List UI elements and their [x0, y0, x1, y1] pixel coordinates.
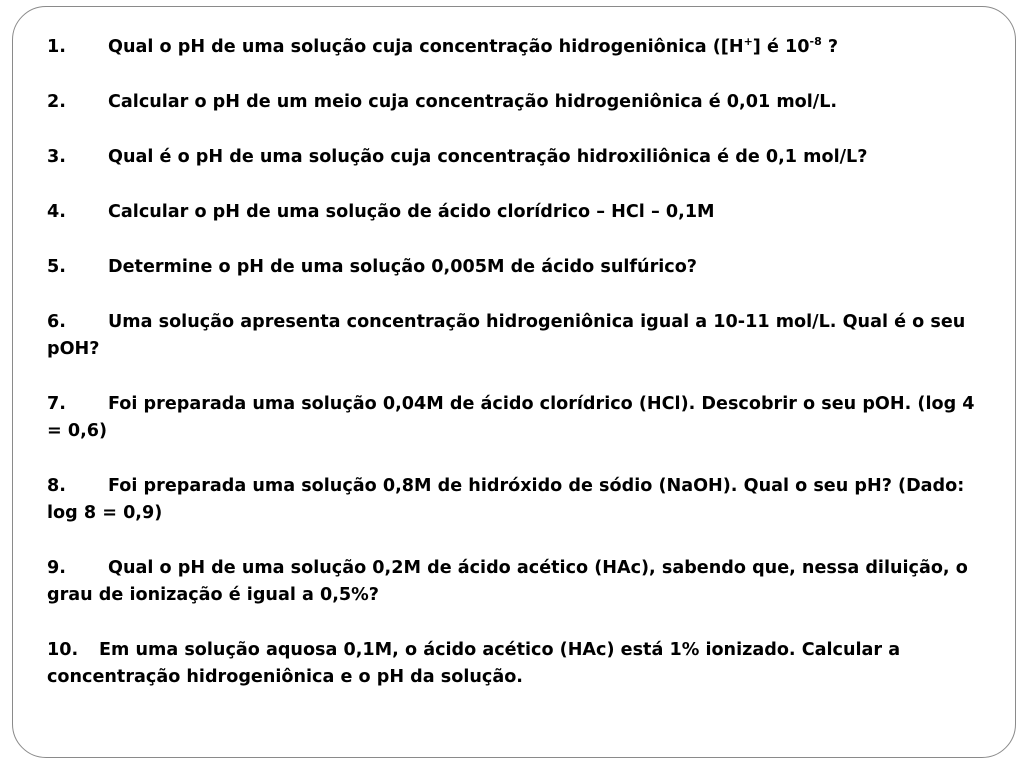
question-item-3 [47, 144, 982, 171]
question-item-2 [47, 89, 982, 116]
superscript-exponent: -8 [809, 35, 822, 48]
question-number: 8. [47, 476, 66, 496]
question-item-6 [47, 309, 982, 363]
question-text: Calcular o pH de um meio cuja concentração hidrogeniônica é 0,01 mol/L. [108, 92, 838, 112]
question-text: Foi preparada uma solução 0,04M de ácido clorídrico (HCl). Descobrir o seu pOH. (log 4 = 0,6) [47, 394, 975, 441]
question-list [47, 34, 982, 719]
question-number: 5. [47, 257, 66, 277]
question-text-part: ? [821, 37, 839, 57]
question-text: Foi preparada uma solução 0,8M de hidróxido de sódio (NaOH). Qual o seu pH? (Dado: log 8 = 0,9) [47, 476, 965, 523]
question-item-4 [47, 199, 982, 226]
question-text: Uma solução apresenta concentração hidrogeniônica igual a 10-11 mol/L. Qual é o seu pOH? [47, 312, 966, 359]
question-number: 9. [47, 558, 66, 578]
question-number: 6. [47, 312, 66, 332]
question-item-8 [47, 473, 982, 527]
question-item-10 [47, 637, 982, 691]
question-text-part: ] é 10 [752, 37, 810, 57]
superscript-charge: + [743, 35, 753, 48]
question-item-5 [47, 254, 982, 281]
question-text: Qual é o pH de uma solução cuja concentração hidroxiliônica é de 0,1 mol/L? [108, 147, 868, 167]
question-item-1 [47, 34, 982, 61]
question-text: Em uma solução aquosa 0,1M, o ácido acético (HAc) está 1% ionizado. Calcular a concentração hidrogeniônica e o pH da solução. [47, 640, 901, 687]
question-item-9 [47, 555, 982, 609]
question-text: Determine o pH de uma solução 0,005M de ácido sulfúrico? [108, 257, 698, 277]
question-number: 4. [47, 202, 66, 222]
question-number: 7. [47, 394, 66, 414]
question-text: Calcular o pH de uma solução de ácido clorídrico – HCl – 0,1M [108, 202, 715, 222]
question-number: 3. [47, 147, 66, 167]
question-number: 1. [47, 37, 66, 57]
question-item-7 [47, 391, 982, 445]
question-text-part: Qual o pH de uma solução cuja concentração hidrogeniônica ([H [108, 37, 744, 57]
question-number: 2. [47, 92, 66, 112]
question-text: Qual o pH de uma solução 0,2M de ácido acético (HAc), sabendo que, nessa diluição, o grau de ionização é igual a 0,5%? [47, 558, 968, 605]
question-number: 10. [47, 640, 79, 660]
